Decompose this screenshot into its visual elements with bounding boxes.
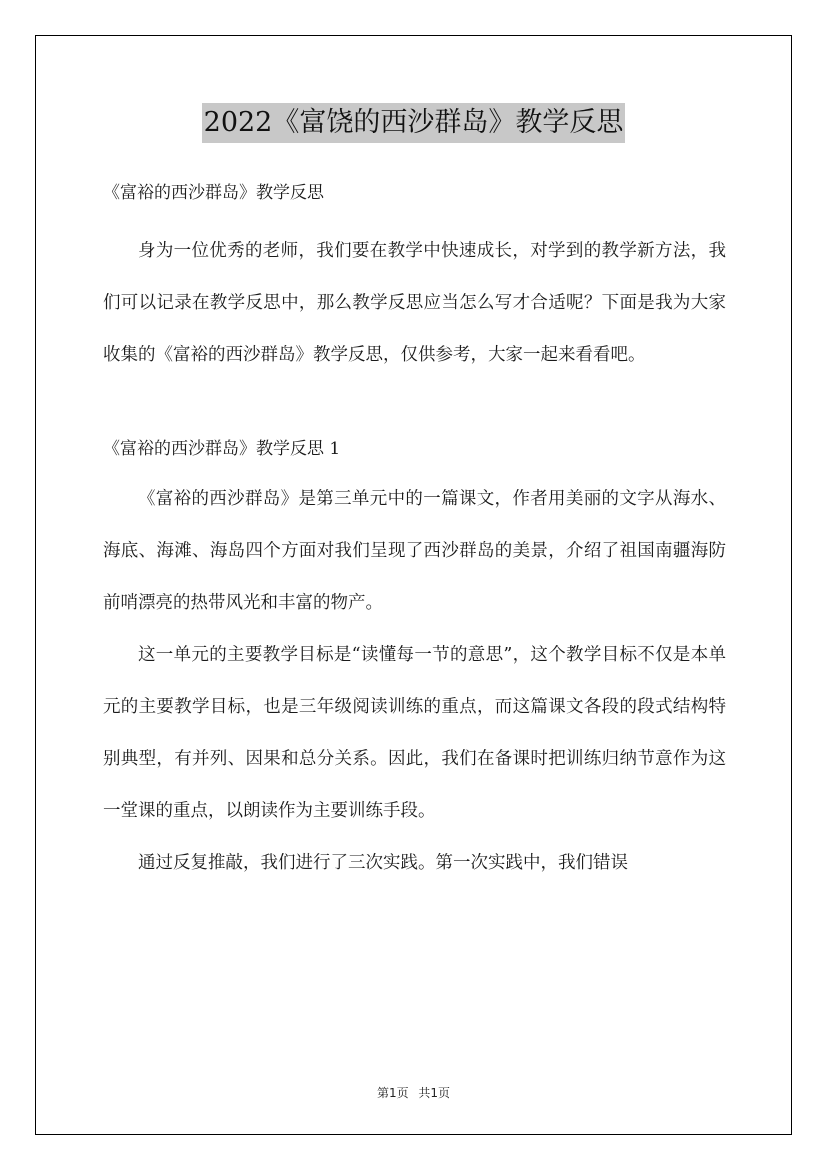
title-container: [0, 103, 827, 143]
page-total: 共1页: [418, 1086, 451, 1100]
page-number: 第1页: [376, 1086, 409, 1100]
section-1-paragraph: 《富裕的西沙群岛》是第三单元中的一篇课文，作者用美丽的文字从海水、海底、海滩、海岛四个方面对我们呈现了西沙群岛的美景，介绍了祖国南疆海防前哨漂亮的热带风光和丰富的物产。: [103, 489, 726, 613]
page-footer: [0, 1084, 827, 1101]
document-body: [103, 175, 726, 889]
document-title: 2022《富饶的西沙群岛》教学反思: [202, 103, 626, 143]
intro-paragraph: 身为一位优秀的老师，我们要在教学中快速成长，对学到的教学新方法，我们可以记录在教学反思中，那么教学反思应当怎么写才合适呢？下面是我为大家收集的《富裕的西沙群岛》教学反思，仅供参考，大家一起来看看吧。: [103, 241, 726, 365]
section-1-heading: 《富裕的西沙群岛》教学反思 1: [103, 439, 341, 459]
section-spacer: [103, 381, 726, 431]
section-1-paragraph: 通过反复推敲，我们进行了三次实践。第一次实践中，我们错误: [138, 853, 628, 873]
subtitle-heading: 《富裕的西沙群岛》教学反思: [103, 183, 324, 203]
section-1-paragraph: 这一单元的主要教学目标是“读懂每一节的意思”，这个教学目标不仅是本单元的主要教学目标，也是三年级阅读训练的重点，而这篇课文各段的段式结构特别典型，有并列、因果和总分关系。因此，我们在备课时把训练归纳节意作为这一堂课的重点，以朗读作为主要训练手段。: [103, 645, 726, 821]
